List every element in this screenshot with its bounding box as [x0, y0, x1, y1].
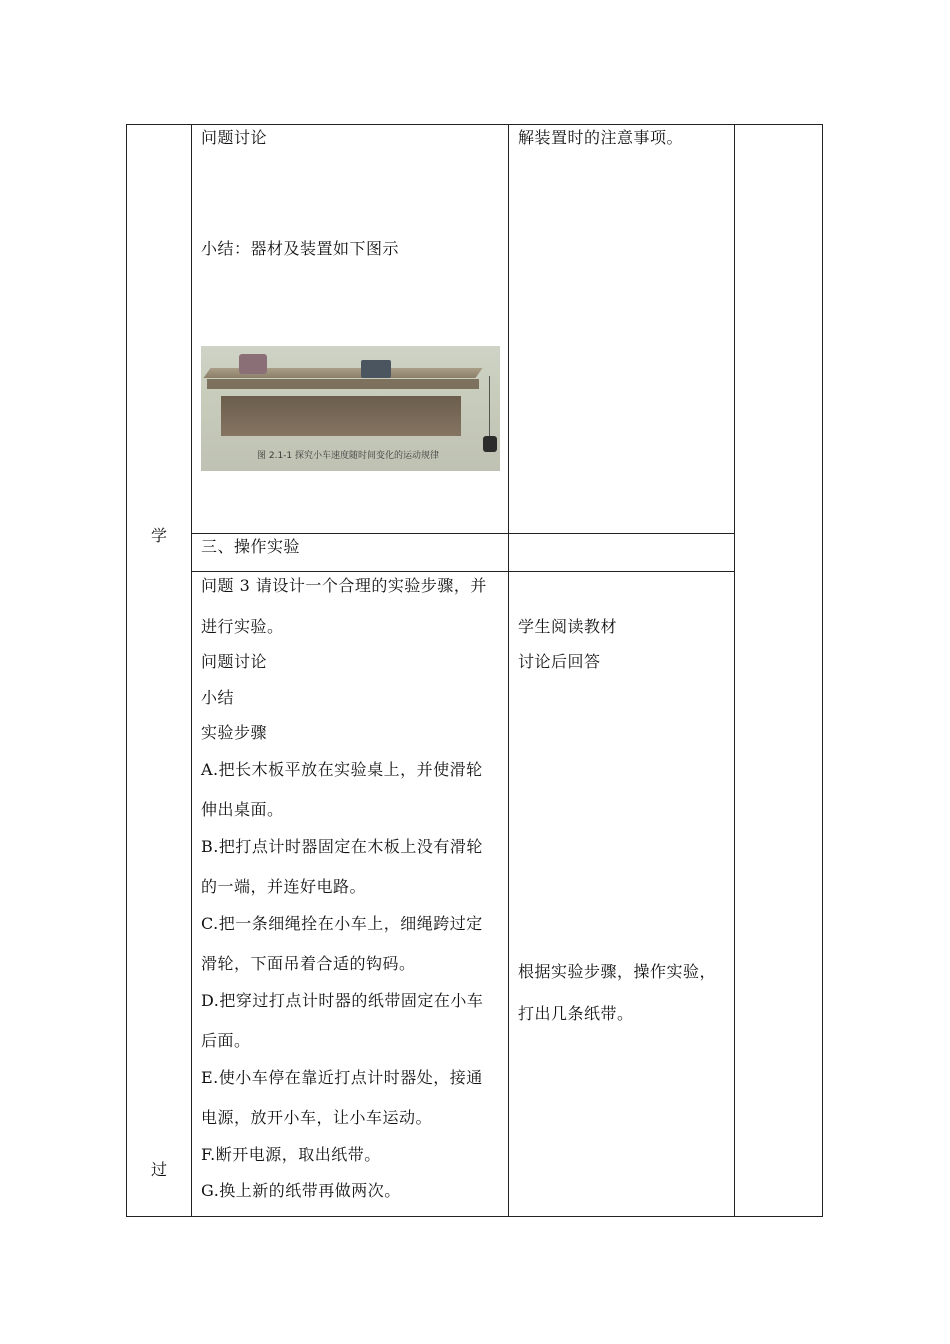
table-border-left	[126, 124, 127, 1217]
figure-timer	[239, 354, 267, 374]
step-text: E.使小车停在靠近打点计时器处，接通	[201, 1068, 483, 1087]
step-text: 的一端，并连好电路。	[201, 877, 367, 896]
figure-string	[489, 376, 490, 438]
table-border-right	[822, 124, 823, 1217]
step-text: G.换上新的纸带再做两次。	[201, 1181, 401, 1200]
teacher-text: 进行实验。	[201, 617, 284, 636]
student-text: 解装置时的注意事项。	[518, 128, 684, 147]
stage-label-top: 学	[151, 526, 168, 545]
teacher-text: 问题 3 请设计一个合理的实验步骤，并	[201, 576, 487, 595]
figure-weight	[483, 436, 497, 452]
step-text: 后面。	[201, 1031, 251, 1050]
step-text: 电源，放开小车，让小车运动。	[201, 1108, 433, 1127]
step-text: C.把一条细绳拴在小车上，细绳跨过定	[201, 914, 483, 933]
row-divider-2	[191, 571, 735, 572]
student-text: 学生阅读教材	[518, 617, 618, 636]
step-text: 伸出桌面。	[201, 800, 284, 819]
student-text: 讨论后回答	[518, 652, 601, 671]
table-border-bottom	[126, 1216, 823, 1217]
step-text: B.把打点计时器固定在木板上没有滑轮	[201, 837, 483, 856]
column-divider-1	[191, 124, 192, 1217]
figure-table	[221, 396, 461, 436]
section-heading: 三、操作实验	[201, 537, 301, 556]
teacher-text: 小结	[201, 688, 235, 707]
column-divider-3	[734, 124, 735, 1217]
step-text: D.把穿过打点计时器的纸带固定在小车	[201, 991, 484, 1010]
table-border-top	[126, 124, 823, 125]
teacher-text: 实验步骤	[201, 723, 268, 742]
step-text: F.断开电源，取出纸带。	[201, 1145, 381, 1164]
teacher-text: 问题讨论	[201, 128, 268, 147]
stage-label-bottom: 过	[151, 1160, 168, 1179]
column-divider-2	[508, 124, 509, 1217]
student-text: 根据实验步骤，操作实验，	[518, 962, 717, 981]
step-text: 滑轮，下面吊着合适的钩码。	[201, 954, 416, 973]
teacher-text: 问题讨论	[201, 652, 268, 671]
row-divider-1	[191, 533, 735, 534]
figure-cart	[361, 360, 391, 378]
apparatus-figure	[201, 346, 500, 471]
figure-board	[207, 379, 479, 389]
figure-caption: 图 2.1-1 探究小车速度随时间变化的运动规律	[257, 451, 440, 461]
step-text: A.把长木板平放在实验桌上，并使滑轮	[201, 760, 483, 779]
student-text: 打出几条纸带。	[518, 1004, 634, 1023]
teacher-text: 小结：器材及装置如下图示	[201, 239, 400, 258]
